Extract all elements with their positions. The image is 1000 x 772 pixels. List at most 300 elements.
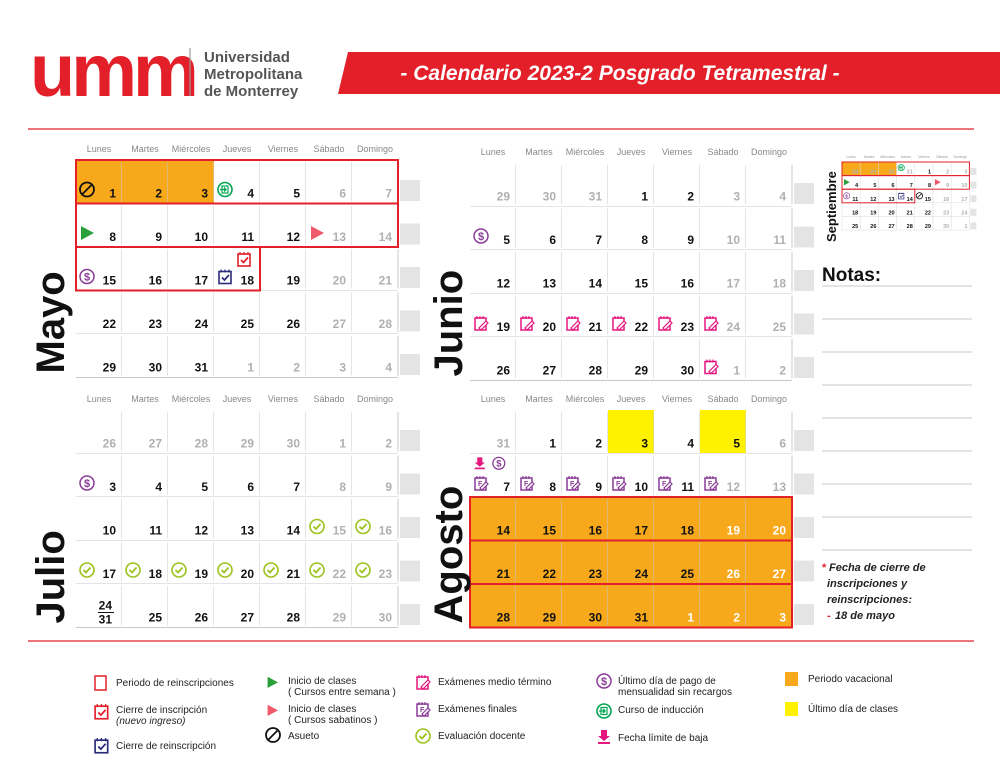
day-cell	[214, 204, 260, 248]
mini-day-number: 21	[906, 210, 913, 217]
day-cell	[700, 584, 746, 628]
legend-cierre-reinscripcion	[95, 738, 216, 753]
day-cell	[260, 247, 306, 291]
svg-text:Inicio de clases: Inicio de clases	[288, 676, 357, 687]
mini-day-number: 22	[924, 210, 931, 217]
day-cell	[516, 337, 562, 381]
day-number: 30	[378, 610, 392, 625]
day-cell	[122, 291, 168, 335]
mini-calendar-september	[824, 155, 976, 242]
day-cell	[76, 584, 122, 628]
day-cell	[76, 247, 122, 291]
day-number: 26	[102, 436, 116, 451]
svg-text:Último día de pago de: Último día de pago de	[618, 676, 716, 687]
day-number: 29	[542, 610, 556, 625]
day-number: 29	[634, 363, 648, 378]
mini-day-number: 7	[909, 183, 913, 190]
day-number: 29	[332, 610, 346, 625]
svg-text:(nuevo ingreso): (nuevo ingreso)	[116, 716, 186, 727]
mini-day-number: 20	[888, 210, 895, 217]
page-title: - Calendario 2023-2 Posgrado Tetramestral -	[400, 62, 840, 85]
asueto-icon	[266, 728, 280, 742]
mini-day-number: 16	[943, 196, 950, 203]
day-number: 28	[588, 363, 602, 378]
day-number: 8	[641, 233, 648, 247]
day-cell	[516, 163, 562, 207]
weekday-header: Miércoles	[171, 144, 211, 154]
day-cell	[746, 410, 792, 454]
day-number: 7	[385, 186, 392, 201]
day-cell	[700, 497, 746, 541]
svg-text:Asueto: Asueto	[288, 731, 320, 742]
day-cell	[168, 160, 214, 204]
day-cell	[700, 294, 746, 338]
day-number: 18	[680, 523, 694, 538]
umm-logo	[30, 29, 195, 112]
svg-text:F: F	[478, 481, 483, 488]
day-number: 27	[332, 317, 346, 331]
day-number: 23	[588, 567, 602, 581]
mini-weekday: Miércoles	[880, 155, 895, 159]
footnote-dash: -	[827, 610, 831, 622]
day-number: 19	[286, 273, 300, 288]
weekday-header: Domingo	[356, 394, 394, 404]
day-cell	[76, 454, 122, 498]
weekday-header: Lunes	[480, 394, 506, 404]
day-number: 10	[102, 523, 116, 538]
mini-day-number: 1	[927, 169, 931, 176]
day-cell	[654, 410, 700, 454]
day-cell	[608, 454, 654, 498]
day-number: 20	[772, 523, 786, 538]
weekday-header: Miércoles	[565, 394, 605, 404]
mini-day-number: 28	[906, 224, 913, 230]
day-cell	[746, 163, 792, 207]
footnote-line2: inscripciones y	[827, 578, 908, 590]
day-cell	[122, 541, 168, 585]
mini-weekday: Martes	[864, 155, 875, 159]
day-cell	[516, 497, 562, 541]
svg-text:Periodo vacacional: Periodo vacacional	[808, 674, 893, 685]
svg-text:Evaluación docente: Evaluación docente	[438, 731, 526, 742]
day-number: 29	[102, 360, 116, 375]
weekday-header: Sábado	[313, 394, 345, 404]
day-cell	[306, 410, 352, 454]
mini-day-number: 19	[870, 210, 877, 217]
day-cell	[608, 250, 654, 294]
svg-text:$: $	[83, 271, 91, 284]
svg-text:F: F	[662, 481, 667, 488]
mini-day-number: 29	[924, 224, 931, 230]
day-number: 14	[286, 523, 300, 538]
day-number: 30	[680, 363, 694, 378]
mini-weekday: Lunes	[846, 155, 856, 159]
day-cell	[260, 291, 306, 335]
day-cell	[306, 454, 352, 498]
footnote-line4: 18 de mayo	[835, 610, 895, 622]
day-cell	[76, 334, 122, 378]
legend-medio-termino	[417, 675, 552, 689]
svg-text:$: $	[496, 458, 502, 469]
day-cell	[516, 410, 562, 454]
month-agosto	[427, 394, 814, 628]
day-cell	[654, 294, 700, 338]
svg-text:Inicio de clases: Inicio de clases	[288, 704, 357, 715]
day-cell	[122, 410, 168, 454]
day-cell	[214, 160, 260, 204]
day-number: 30	[588, 610, 602, 625]
cierre-inscripcion-icon	[95, 704, 108, 719]
day-number: 6	[779, 436, 786, 451]
day-number: 31	[194, 360, 208, 375]
legend-inicio-sabatinos	[268, 704, 378, 726]
day-number: 2	[595, 436, 602, 451]
day-number: 17	[194, 273, 208, 288]
day-number: 16	[680, 276, 694, 291]
day-number: 21	[588, 320, 602, 334]
mini-day-number: 13	[888, 196, 895, 203]
day-cell	[306, 497, 352, 541]
footnote-star: *	[822, 562, 827, 574]
day-number: 6	[247, 480, 254, 494]
mini-day-number: 1	[964, 224, 968, 230]
day-cell	[214, 497, 260, 541]
weekday-header: Viernes	[267, 394, 299, 404]
weekday-header: Martes	[525, 147, 553, 157]
weekday-header: Sábado	[707, 147, 739, 157]
day-cell	[306, 160, 352, 204]
legend-baja	[598, 730, 708, 744]
finales-icon	[417, 702, 430, 716]
svg-text:Periodo de reinscripciones: Periodo de reinscripciones	[116, 678, 234, 689]
day-cell	[352, 584, 398, 628]
mini-day-number: 12	[870, 196, 877, 203]
legend-finales	[417, 702, 517, 716]
day-cell	[214, 454, 260, 498]
day-cell	[168, 291, 214, 335]
mini-day-number: 10	[961, 183, 968, 190]
day-cell	[700, 250, 746, 294]
day-cell	[608, 541, 654, 585]
day-cell	[352, 410, 398, 454]
mini-day-number: 4	[855, 183, 859, 190]
svg-text:Exámenes finales: Exámenes finales	[438, 704, 517, 715]
day-number: 10	[194, 230, 208, 244]
day-cell	[562, 497, 608, 541]
weekday-header: Miércoles	[171, 394, 211, 404]
weekday-header: Domingo	[750, 394, 788, 404]
day-number: 21	[496, 567, 510, 581]
day-cell	[654, 454, 700, 498]
day-number: 19	[194, 567, 208, 581]
day-cell	[352, 334, 398, 378]
day-cell	[470, 294, 516, 338]
day-number: 15	[634, 276, 648, 291]
day-cell	[562, 294, 608, 338]
day-cell	[122, 584, 168, 628]
day-number: 21	[378, 273, 392, 288]
day-number: 29	[496, 189, 510, 204]
day-cell	[516, 454, 562, 498]
day-cell	[516, 250, 562, 294]
day-number: 7	[595, 233, 602, 247]
day-number: 14	[588, 276, 602, 291]
day-cell	[122, 160, 168, 204]
day-cell	[122, 334, 168, 378]
mini-day-number: 29	[870, 169, 877, 176]
svg-text:F: F	[524, 481, 529, 488]
day-cell	[654, 497, 700, 541]
day-cell	[168, 584, 214, 628]
weekday-header: Viernes	[267, 144, 299, 154]
day-number: 13	[542, 276, 556, 291]
day-number: 6	[339, 186, 346, 201]
day-cell	[700, 337, 746, 381]
mini-day-number: 30	[888, 169, 895, 176]
day-cell	[168, 247, 214, 291]
mini-day-number: 3	[964, 169, 968, 176]
mini-day-number: 24	[961, 210, 968, 217]
day-cell	[168, 497, 214, 541]
day-cell	[654, 337, 700, 381]
day-number: 22	[102, 317, 116, 331]
weekday-header: Sábado	[707, 394, 739, 404]
day-number: 14	[496, 523, 510, 538]
day-number: 20	[240, 567, 254, 581]
day-cell	[746, 584, 792, 628]
day-number: 26	[496, 363, 510, 378]
day-number: 27	[772, 567, 786, 581]
day-number: 6	[549, 233, 556, 247]
day-number: 28	[194, 436, 208, 451]
day-number: 29	[240, 436, 254, 451]
day-number: 1	[247, 360, 254, 375]
day-cell	[122, 497, 168, 541]
weekday-header: Lunes	[86, 144, 112, 154]
day-number: 18	[148, 567, 162, 581]
day-number: 28	[286, 610, 300, 625]
medio-icon	[417, 675, 430, 689]
day-cell	[562, 541, 608, 585]
day-number: 26	[286, 317, 300, 331]
day-number: 18	[240, 273, 254, 288]
evaluacion-icon	[416, 729, 430, 743]
induccion-icon	[597, 704, 611, 718]
day-number: 2	[733, 610, 740, 625]
day-number: 31	[588, 189, 602, 204]
weekday-header: Domingo	[750, 147, 788, 157]
notes-panel	[822, 265, 972, 622]
day-cell	[214, 584, 260, 628]
baja-icon	[598, 730, 610, 744]
mini-day-number: 25	[852, 224, 859, 230]
day-cell	[214, 291, 260, 335]
day-number: 1	[109, 186, 116, 201]
svg-text:F: F	[708, 481, 713, 488]
day-number: 3	[779, 610, 786, 625]
university-name-line2: Metropolitana	[204, 66, 303, 83]
day-number: 4	[155, 480, 162, 494]
svg-text:Fecha límite de baja: Fecha límite de baja	[618, 733, 709, 744]
day-number: 19	[726, 523, 740, 538]
day-cell	[306, 334, 352, 378]
day-number: 25	[680, 567, 694, 581]
day-number: 10	[634, 480, 648, 494]
day-number: 21	[286, 567, 300, 581]
mini-weekday: Domingo	[953, 155, 968, 159]
day-cell	[746, 294, 792, 338]
day-number: 16	[588, 523, 602, 538]
month-mayo	[29, 144, 420, 378]
day-cell	[260, 454, 306, 498]
day-cell	[306, 584, 352, 628]
month-label: Junio	[427, 269, 471, 377]
day-cell	[654, 163, 700, 207]
day-cell	[608, 584, 654, 628]
university-name-line3: de Monterrey	[204, 83, 299, 100]
day-cell	[516, 584, 562, 628]
mini-day-number: 8	[927, 183, 931, 190]
day-cell	[654, 207, 700, 251]
day-number: 8	[109, 230, 116, 244]
legend-reinscripciones	[95, 676, 234, 690]
mini-day-number: 28	[852, 169, 859, 176]
weekday-header: Viernes	[661, 147, 693, 157]
day-number: 12	[496, 276, 510, 291]
day-number: 11	[241, 230, 254, 244]
day-number: 12	[194, 523, 208, 538]
day-cell	[122, 454, 168, 498]
day-cell	[260, 334, 306, 378]
weekday-header: Jueves	[616, 394, 646, 404]
day-cell	[122, 204, 168, 248]
day-cell	[470, 497, 516, 541]
day-cell	[76, 204, 122, 248]
day-number: 27	[542, 363, 556, 378]
day-cell	[260, 204, 306, 248]
day-cell	[746, 337, 792, 381]
day-number: 15	[542, 523, 556, 538]
day-cell	[352, 454, 398, 498]
day-number: 7	[503, 480, 510, 494]
day-cell	[352, 204, 398, 248]
day-cell	[700, 410, 746, 454]
day-number: 18	[772, 276, 786, 291]
day-number: 25	[772, 320, 786, 334]
day-number: 12	[286, 230, 300, 244]
legend-cierre-inscripcion	[95, 704, 207, 727]
day-number: 17	[634, 523, 648, 538]
day-cell	[76, 160, 122, 204]
mini-weekday: Viernes	[918, 155, 930, 159]
day-number: 2	[779, 363, 786, 378]
day-number: 20	[332, 273, 346, 288]
mini-day-number: 31	[906, 169, 913, 176]
mini-day-number: 15	[924, 196, 931, 203]
day-number: 8	[549, 480, 556, 494]
day-number: 17	[102, 567, 116, 581]
weekday-header: Jueves	[222, 144, 252, 154]
day-cell	[260, 584, 306, 628]
day-number: 24	[726, 320, 740, 334]
month-label: Julio	[29, 530, 73, 624]
day-number: 11	[681, 480, 694, 494]
flag-green-icon	[268, 677, 278, 688]
day-number: 30	[286, 436, 300, 451]
day-cell	[470, 250, 516, 294]
day-cell	[168, 410, 214, 454]
day-cell	[746, 497, 792, 541]
day-number: 1	[687, 610, 694, 625]
svg-text:F: F	[616, 481, 621, 488]
svg-text:$: $	[83, 478, 91, 490]
day-cell	[516, 207, 562, 251]
weekday-header: Jueves	[222, 394, 252, 404]
day-cell	[746, 207, 792, 251]
month-grids	[29, 144, 814, 628]
day-cell	[352, 247, 398, 291]
flag-pink-icon	[268, 705, 278, 716]
day-cell	[700, 207, 746, 251]
weekday-header: Martes	[131, 394, 159, 404]
day-number: 2	[385, 436, 392, 451]
mini-day-number: 30	[943, 224, 950, 230]
day-number: 17	[726, 276, 740, 291]
weekday-header: Viernes	[661, 394, 693, 404]
day-cell	[214, 410, 260, 454]
mini-day-number: 17	[961, 196, 968, 203]
day-number: 3	[339, 360, 346, 375]
day-number: 26	[194, 610, 208, 625]
pago-icon	[597, 674, 611, 688]
day-number: 23	[680, 320, 694, 334]
day-number: 24	[98, 598, 112, 613]
day-cell	[470, 584, 516, 628]
day-number: 2	[687, 189, 694, 204]
legend	[95, 672, 898, 753]
day-cell	[562, 454, 608, 498]
day-cell	[260, 160, 306, 204]
day-cell	[214, 541, 260, 585]
svg-text:Último día de clases: Último día de clases	[808, 704, 899, 715]
day-number: 27	[148, 436, 162, 451]
mini-day-number: 26	[870, 224, 877, 230]
day-number: 11	[773, 233, 786, 247]
day-cell	[122, 247, 168, 291]
day-cell	[562, 163, 608, 207]
day-cell	[654, 250, 700, 294]
day-cell	[76, 541, 122, 585]
day-cell	[168, 454, 214, 498]
day-cell	[562, 337, 608, 381]
day-number: 5	[733, 436, 740, 451]
day-cell	[700, 541, 746, 585]
svg-text:mensualidad sin recargos: mensualidad sin recargos	[618, 687, 732, 698]
day-number: 31	[496, 436, 510, 451]
day-cell	[470, 541, 516, 585]
day-number: 1	[549, 436, 556, 451]
mini-day-number: 9	[946, 183, 950, 190]
day-number: 4	[385, 360, 392, 375]
day-cell	[700, 454, 746, 498]
day-cell	[470, 337, 516, 381]
legend-inicio-semana	[268, 676, 396, 698]
day-cell	[562, 584, 608, 628]
weekday-header: Sábado	[313, 144, 345, 154]
day-number: 30	[542, 189, 556, 204]
day-number: 31	[98, 612, 112, 627]
day-number: 16	[148, 273, 162, 288]
